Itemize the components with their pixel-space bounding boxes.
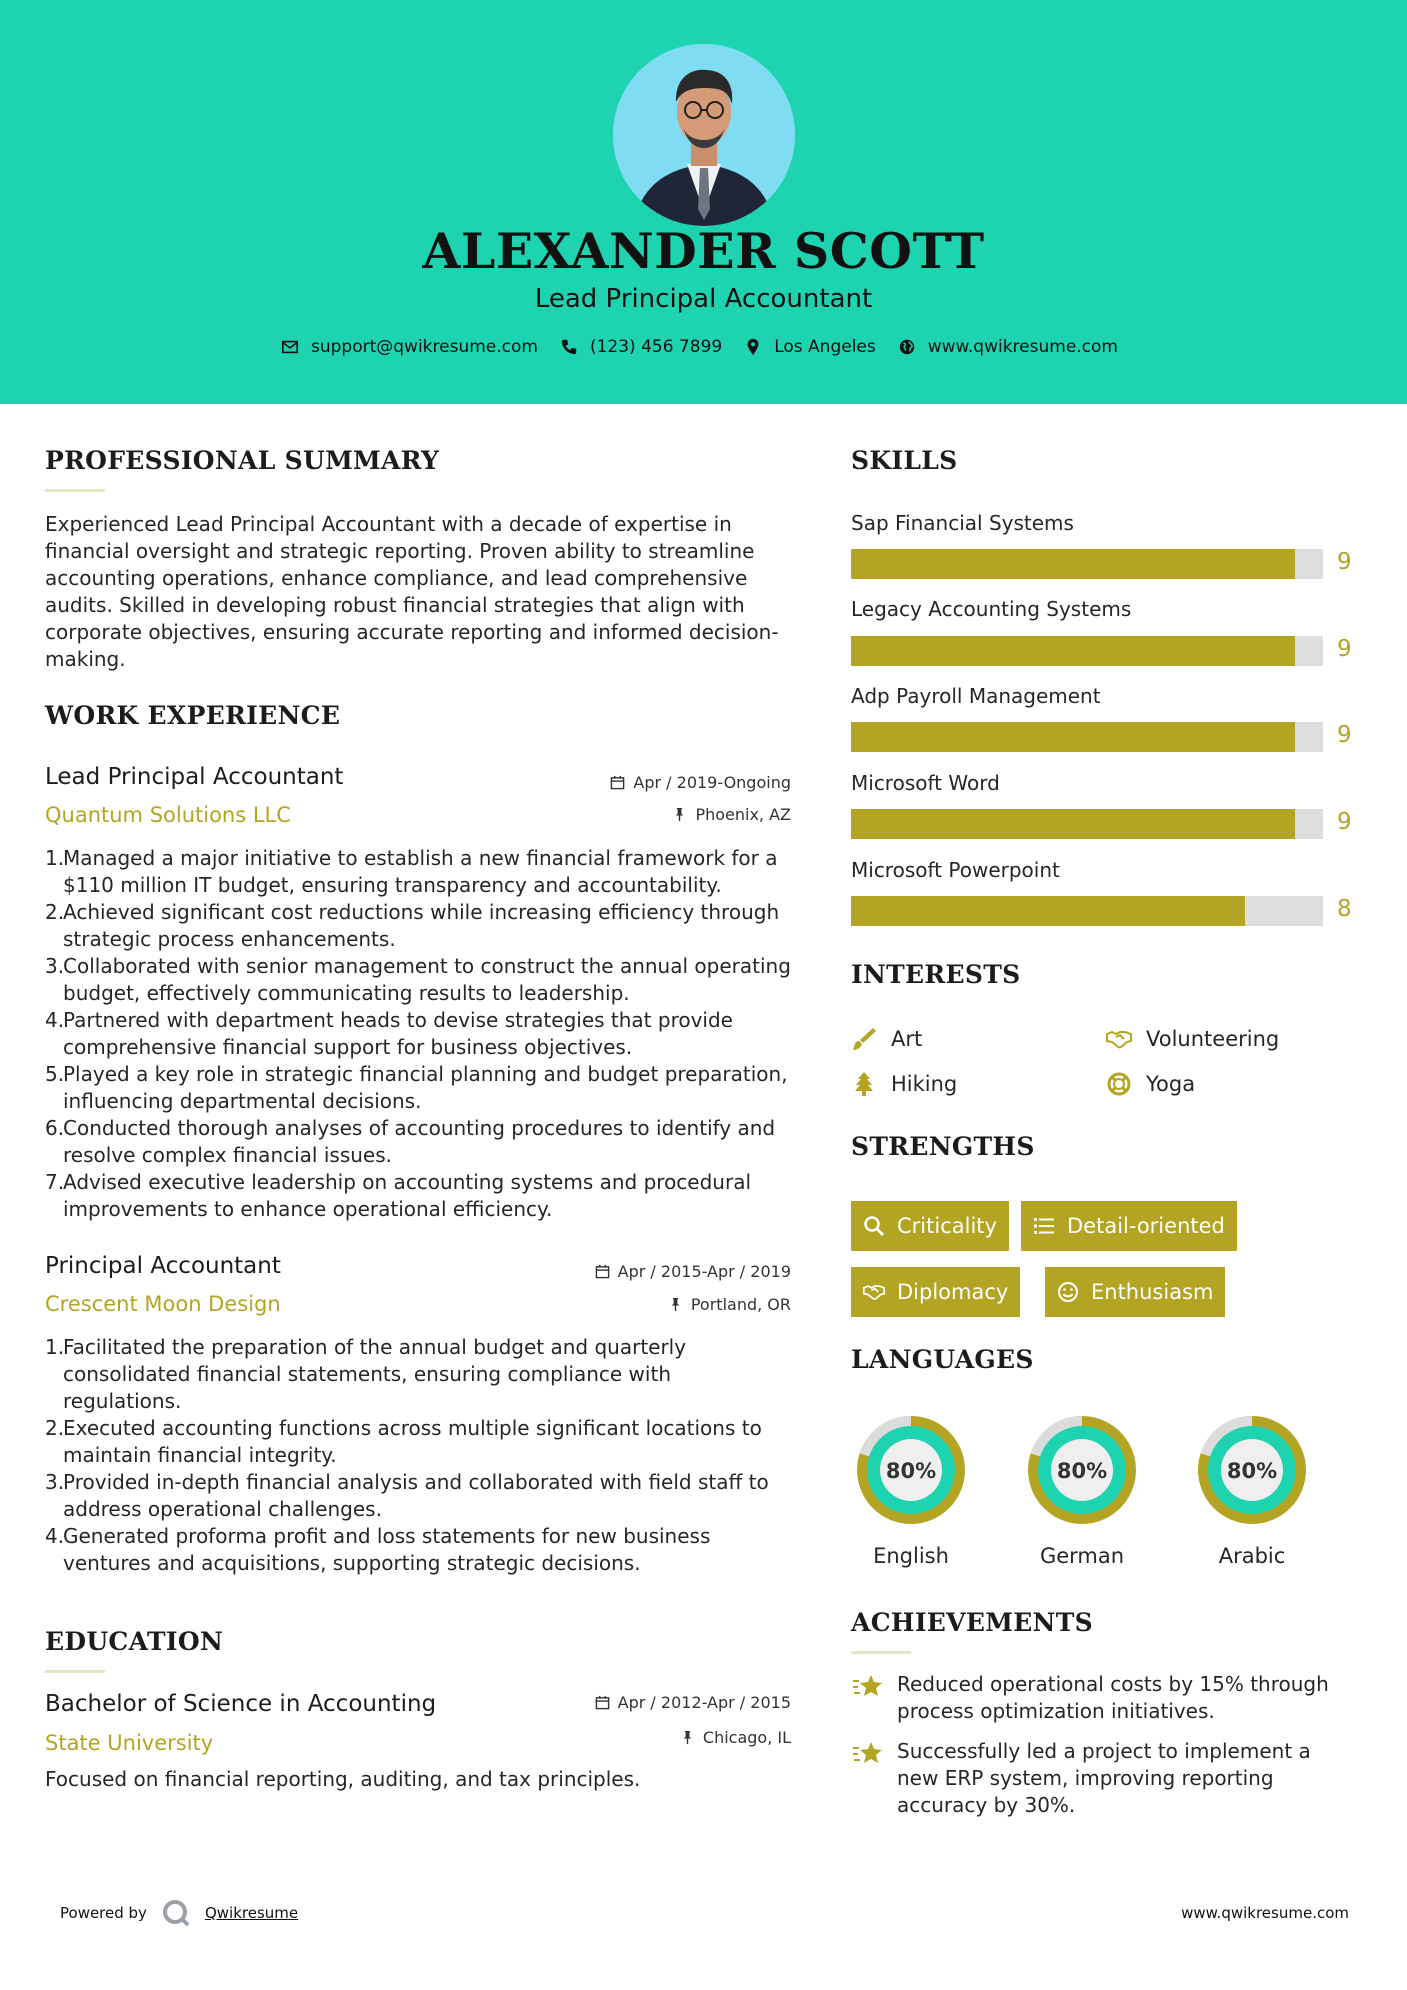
pushpin-icon [680, 1730, 695, 1745]
job-bullets [45, 845, 795, 1223]
candidate-name: ALEXANDER SCOTT [422, 222, 985, 280]
candidate-title: Lead Principal Accountant [534, 284, 873, 314]
skill-bar-fill [851, 809, 1295, 839]
contact-location [744, 337, 876, 357]
skill-label: Adp Payroll Management [851, 684, 1101, 708]
strength-label: Detail-oriented [1067, 1214, 1225, 1238]
skill-label: Sap Financial Systems [851, 511, 1074, 535]
strength-chip [851, 1267, 1020, 1317]
list-item: 2. Executed accounting functions across multiple significant locations to maintain financial integrity. [45, 1416, 762, 1467]
list-item: 5. Played a key role in strategic financial planning and budget preparation, influencing departmental decisions. [45, 1062, 788, 1113]
map-pin-icon [744, 338, 762, 356]
job-location [668, 1295, 791, 1314]
smile-icon [1057, 1281, 1079, 1303]
star-award-icon [851, 1669, 885, 1703]
skill-bar-track [851, 809, 1323, 839]
skill-label: Microsoft Powerpoint [851, 858, 1060, 882]
job-dates [595, 1262, 791, 1281]
list-item: 4. Partnered with department heads to devise strategies that provide comprehensive financial support for business objectives. [45, 1008, 733, 1059]
website-text: www.qwikresume.com [927, 337, 1118, 357]
job-dates-text: Apr / 2015-Apr / 2019 [617, 1262, 791, 1281]
star-award-icon [851, 1736, 885, 1770]
language-percent: 80% [1226, 1459, 1278, 1483]
summary-heading: PROFESSIONAL SUMMARY [45, 446, 440, 475]
strength-label: Enthusiasm [1091, 1280, 1214, 1304]
job-dates [610, 773, 791, 792]
job-title: Lead Principal Accountant [45, 764, 344, 790]
education-heading: EDUCATION [45, 1627, 224, 1656]
contact-bar [0, 337, 1407, 357]
skill-bar-fill [851, 549, 1295, 579]
languages-heading: LANGUAGES [851, 1345, 1034, 1374]
achievements-heading: ACHIEVEMENTS [851, 1608, 1093, 1637]
footer-website[interactable]: www.qwikresume.com [1181, 1904, 1349, 1922]
language-name: German [1039, 1544, 1125, 1568]
job-location-text: Portland, OR [690, 1295, 791, 1314]
education-location-text: Chicago, IL [702, 1728, 791, 1747]
language-name: English [873, 1544, 949, 1568]
language-item [849, 1408, 973, 1568]
language-ring [1020, 1408, 1144, 1532]
globe-icon [898, 338, 916, 356]
summary-underline [45, 489, 105, 492]
company-name: Crescent Moon Design [45, 1292, 281, 1316]
interests-heading: INTERESTS [851, 960, 1021, 989]
skill-score: 9 [1337, 549, 1352, 575]
education-underline [45, 1670, 105, 1673]
interest-item [1106, 1071, 1195, 1097]
list-item: 3. Provided in-depth financial analysis and collaborated with field staff to address operational challenges. [45, 1470, 769, 1521]
search-icon [863, 1215, 885, 1237]
skill-label: Legacy Accounting Systems [851, 597, 1132, 621]
contact-email[interactable] [281, 337, 538, 357]
phone-icon [560, 338, 578, 356]
email-text: support@qwikresume.com [311, 337, 538, 357]
experience-heading: WORK EXPERIENCE [45, 701, 341, 730]
list-item: 3. Collaborated with senior management to construct the annual operating budget, effectively communicating results to leadership. [45, 954, 791, 1005]
interest-item [1106, 1026, 1279, 1052]
skill-bar-track [851, 636, 1323, 666]
language-name: Arabic [1218, 1544, 1286, 1568]
job-location [672, 805, 791, 824]
skill-bar-track [851, 722, 1323, 752]
contact-website[interactable] [898, 337, 1118, 357]
school-name: State University [45, 1731, 214, 1755]
handshake-icon [1106, 1026, 1132, 1052]
skill-bar-track [851, 896, 1323, 926]
strength-label: Criticality [897, 1214, 997, 1238]
achievement-text: Reduced operational costs by 15% through process optimization initiatives. [897, 1672, 1329, 1723]
brand-link[interactable]: Qwikresume [204, 1904, 299, 1922]
tree-icon [851, 1071, 877, 1097]
strength-chip [851, 1201, 1009, 1251]
list-item: 7. Advised executive leadership on accounting systems and procedural improvements to enhance operational efficiency. [45, 1170, 752, 1221]
calendar-icon [595, 1695, 610, 1710]
language-ring [849, 1408, 973, 1532]
company-name: Quantum Solutions LLC [45, 803, 291, 827]
language-item [1020, 1408, 1144, 1568]
skill-score: 9 [1337, 636, 1352, 662]
skill-bar-fill [851, 896, 1245, 926]
strength-chip [1021, 1201, 1237, 1251]
qwikresume-logo-icon [161, 1898, 191, 1928]
avatar [613, 44, 795, 226]
list-item: 1. Facilitated the preparation of the annual budget and quarterly consolidated financial statements, ensuring compliance with regulations. [45, 1335, 687, 1413]
contact-phone[interactable] [560, 337, 722, 357]
header-banner [0, 0, 1407, 404]
achievement-item [851, 1671, 1351, 1725]
list-item: 1. Managed a major initiative to establish a new financial framework for a $110 million IT budget, ensuring transparency and accountability. [45, 846, 778, 897]
education-dates [595, 1693, 791, 1712]
education-description: Focused on financial reporting, auditing, and tax principles. [45, 1767, 641, 1791]
envelope-icon [281, 338, 299, 356]
interest-label: Volunteering [1146, 1027, 1280, 1051]
phone-text: (123) 456 7899 [589, 337, 723, 357]
skills-heading: SKILLS [851, 446, 958, 475]
degree-title: Bachelor of Science in Accounting [45, 1691, 437, 1717]
language-percent: 80% [885, 1459, 937, 1483]
interest-label: Art [891, 1027, 923, 1051]
interest-item [851, 1026, 922, 1052]
achievement-item [851, 1738, 1351, 1819]
calendar-icon [610, 775, 625, 790]
job-bullets [45, 1334, 795, 1577]
language-percent: 80% [1056, 1459, 1108, 1483]
strengths-heading: STRENGTHS [851, 1132, 1035, 1161]
paintbrush-icon [851, 1026, 877, 1052]
list-item: 6. Conducted thorough analyses of accounting procedures to identify and resolve complex financial issues. [45, 1116, 776, 1167]
language-item [1190, 1408, 1314, 1568]
job-dates-text: Apr / 2019-Ongoing [633, 773, 791, 792]
list-item: 4. Generated proforma profit and loss statements for new business ventures and acquisitions, supporting strategic decisions. [45, 1524, 711, 1575]
skill-bar-fill [851, 722, 1295, 752]
list-item: 2. Achieved significant cost reductions while increasing efficiency through strategic process enhancements. [45, 900, 780, 951]
location-text: Los Angeles [774, 337, 876, 357]
education-dates-text: Apr / 2012-Apr / 2015 [617, 1693, 791, 1712]
language-ring [1190, 1408, 1314, 1532]
list-icon [1033, 1215, 1055, 1237]
achievements-underline [851, 1651, 911, 1654]
handshake-icon [863, 1281, 885, 1303]
summary-text: Experienced Lead Principal Accountant with a decade of expertise in financial oversight and strategic reporting. Proven ability to streamline accounting operations, enhance compliance, and lead comprehensive audits. Skilled in developing robust financial strategies that align with corporate objectives, ensuring accurate reporting and informed decision-making. [45, 512, 779, 671]
skill-bar-track [851, 549, 1323, 579]
skill-label: Microsoft Word [851, 771, 1000, 795]
powered-by-text: Powered by [60, 1904, 147, 1922]
skill-score: 9 [1337, 722, 1352, 748]
pushpin-icon [668, 1297, 683, 1312]
interest-label: Hiking [891, 1072, 958, 1096]
skill-score: 9 [1337, 809, 1352, 835]
interest-item [851, 1071, 957, 1097]
footer-powered-by [60, 1898, 298, 1928]
strength-label: Diplomacy [897, 1280, 1009, 1304]
lifering-icon [1106, 1071, 1132, 1097]
education-location [680, 1728, 791, 1747]
interest-label: Yoga [1146, 1072, 1196, 1096]
strength-chip [1045, 1267, 1225, 1317]
pushpin-icon [672, 807, 687, 822]
skill-score: 8 [1337, 896, 1352, 922]
skill-bar-fill [851, 636, 1295, 666]
portrait-image [613, 44, 795, 226]
job-title: Principal Accountant [45, 1253, 281, 1279]
achievement-text: Successfully led a project to implement a new ERP system, improving reporting accuracy by 30%. [897, 1739, 1311, 1817]
job-location-text: Phoenix, AZ [695, 805, 791, 824]
calendar-icon [595, 1264, 610, 1279]
